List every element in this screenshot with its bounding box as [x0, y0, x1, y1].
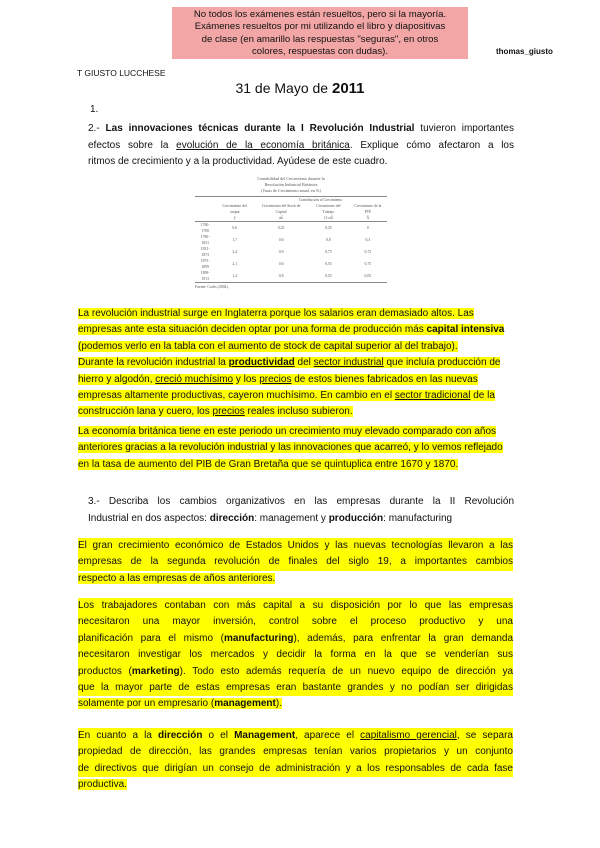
answer-2-part-1: [78, 306, 504, 421]
note-line: Exámenes resueltos por mi utilizando el libro y diapositivas: [194, 21, 446, 33]
q3-text: : management y: [254, 512, 329, 524]
note-line: colores, respuestas con dudas).: [252, 45, 388, 57]
answer-text: construcción lana y cuero, los: [78, 406, 213, 418]
table-header: Crecimiento del Stock de Capital: [261, 204, 301, 214]
answer-bold: capital intensiva: [426, 324, 505, 336]
answer-underline: sector industrial: [313, 357, 384, 369]
answer-text: de la: [470, 390, 495, 402]
answer-text: ), además, para enfrentar la gran demanda: [293, 632, 514, 644]
note-line: No todos los exámenes están resueltos, pero si la mayoría.: [193, 9, 447, 20]
table-symbol: Â: [366, 216, 370, 220]
answer-underline: precios: [259, 373, 292, 385]
answer-underline: sector tradicional: [394, 390, 471, 402]
answer-text: que la mayor parte de estas empresas eran bastante grandes y no podían ser dirigidas: [78, 680, 513, 696]
table-row: 1873-1899 2,1 0,6 0,55 0,75: [200, 259, 372, 269]
answer-text: (podemos verlo en la tabla con el aumento de stock de capital superior al del trabajo).: [78, 340, 458, 352]
answer-text: planificación para el mismo (: [78, 632, 224, 644]
answer-text: respecto a las empresas de años anteriores.: [78, 572, 276, 584]
answer-text: ).: [275, 698, 282, 710]
question-3: [88, 494, 514, 527]
answer-text: del: [294, 357, 314, 369]
answer-text: empresas ante esta situación deciden optar por una forma de producción más: [78, 324, 427, 336]
q3-bold: dirección: [209, 512, 255, 524]
author-name: thomas_giusto: [496, 47, 553, 56]
q2-underline: evolución de la economía británica: [176, 139, 350, 151]
answer-text: El gran crecimiento económico de Estados Unidos y las nuevas tecnologías llevaron a las: [78, 538, 513, 554]
note-line: de clase (en amarillo las respuestas "seguras", en otros: [201, 33, 439, 45]
answer-bold-underline: productividad: [228, 357, 295, 369]
answer-text: , se separa: [456, 730, 513, 741]
disclaimer-note: [172, 7, 468, 59]
answer-bold: Management: [234, 730, 296, 741]
answer-text: productiva.: [78, 779, 127, 791]
answer-text: necesitaron investigar los mercados y decidir la forma en la que se venderían sus: [78, 647, 513, 663]
answer-text: reales incluso subieron.: [244, 406, 353, 418]
growth-accounting-table: [195, 176, 387, 289]
answer-underline: creció muchísimo: [155, 373, 234, 385]
answer-text: empresas altamente productivas, cayeron muchísimo. En cambio en el: [78, 390, 395, 402]
table-row: 1831-1873 2,4 0,9 0,75 0,75: [200, 247, 372, 257]
table-header: [195, 203, 215, 215]
answer-3-part-2: [78, 598, 513, 713]
answer-3-part-1: [78, 538, 513, 587]
answer-text: hierro y algodón,: [78, 373, 156, 385]
answer-text: empresas de la segunda revolución de finales del siglo 19, a importantes cambios: [78, 554, 513, 570]
table-caption: (Tasas de Crecimiento anual, en %): [261, 188, 321, 193]
answer-text: La economía británica tiene en este periodo un crecimiento muy elevado comparado con años: [78, 426, 497, 437]
q2-text: ritmos de crecimiento y a la productividad. Ayúdese de este cuadro.: [88, 156, 388, 167]
answer-text: , aparece el: [295, 730, 361, 741]
date-text: 31 de Mayo de: [235, 80, 332, 96]
table-caption: Revolución Industrial Británica: [264, 182, 318, 187]
answer-3-part-3: [78, 728, 513, 794]
table-source: Fuente: Crafts (2004).: [195, 285, 229, 289]
question-2: [88, 121, 514, 171]
answer-text: propiedad de dirección, las grandes empresas tenían varios propietarios y un conjunto: [78, 744, 513, 760]
table-symbol: (1-α)l̂: [324, 216, 333, 220]
q3-text: Industrial en dos aspectos:: [88, 512, 210, 524]
q3-text: 3.- Describa los cambios organizativos en las empresas durante la II Revolución: [88, 496, 514, 507]
answer-underline: precios: [212, 406, 245, 418]
answer-bold: marketing: [131, 665, 180, 677]
answer-text: o el: [202, 730, 235, 741]
q3-text: : manufacturing: [383, 512, 453, 524]
answer-text: Durante la revolución industrial la: [78, 357, 229, 369]
answer-2-part-2: [78, 424, 503, 473]
answer-text: que incluía producción de: [383, 357, 501, 369]
student-name: T GIUSTO LUCCHESE: [77, 68, 166, 78]
q2-text: . Explique cómo afectaron a los: [349, 139, 514, 151]
date-year: 2011: [331, 80, 365, 97]
question-1-number: 1.: [90, 104, 99, 115]
table-row: 1760-1780 0,6 0,25 0,35 0: [195, 222, 387, 235]
q2-text: efectos sobre la: [88, 139, 177, 151]
answer-text: anteriores gracias a la revolución industrial y las innovaciones que acarreó, y lo vemos reflejado: [78, 442, 503, 454]
answer-underline: capitalismo gerencial: [360, 730, 457, 741]
q2-bold: Las innovaciones técnicas durante la I Revolución Industrial: [105, 123, 415, 134]
answer-text: ). Todo esto además requería de un nuevo equipo de dirección ya: [179, 665, 514, 677]
answer-text: de directivos que dirigían un consejo de administración y a los responsables de cada fase: [78, 761, 513, 777]
q2-text: tuvieron importantes: [414, 123, 514, 134]
answer-bold: management: [214, 698, 276, 710]
answer-text: y los: [233, 373, 260, 385]
exam-date: [0, 80, 600, 97]
table-header: Crecimiento del Trabajo: [316, 204, 341, 214]
table-symbol: ŷ: [233, 216, 236, 220]
table-symbol: αk̂: [279, 216, 284, 220]
answer-text: En cuanto a la: [78, 730, 158, 741]
answer-text: de estos bienes fabricados en las nuevas: [291, 373, 478, 385]
q2-prefix: 2.-: [88, 123, 106, 134]
q3-bold: producción: [328, 512, 384, 524]
table-row: 1899-1913 1,4 0,8 0,55 0,05: [200, 271, 372, 281]
answer-bold: manufacturing: [223, 632, 294, 644]
table-header: Crecimiento del output: [222, 204, 247, 214]
table-row: 1780-1831 1,7 0,6 0,8 0,3: [200, 235, 371, 245]
answer-text: solamente por un empresario (: [78, 698, 215, 710]
table-header: Crecimiento de la PTF: [354, 204, 382, 214]
answer-text: en la tasa de aumento del PIB de Gran Bretaña que se quintuplica entre 1670 y 1870.: [78, 458, 459, 470]
answer-bold: dirección: [157, 730, 203, 741]
answer-text: Los trabajadores contaban con más capital a su disposición por lo que las empresas: [78, 598, 513, 614]
answer-text: necesitaron una mayor inversión, control sobre el proceso productivo y una: [78, 614, 513, 630]
table-caption: Contabilidad del Crecimiento durante la: [257, 176, 325, 181]
answer-text: La revolución industrial surge en Inglaterra porque los salarios eran demasiado altos. Las: [78, 308, 474, 319]
table-group-header: Contribución al Crecimiento: [254, 197, 387, 204]
answer-text: productos (: [78, 665, 132, 677]
